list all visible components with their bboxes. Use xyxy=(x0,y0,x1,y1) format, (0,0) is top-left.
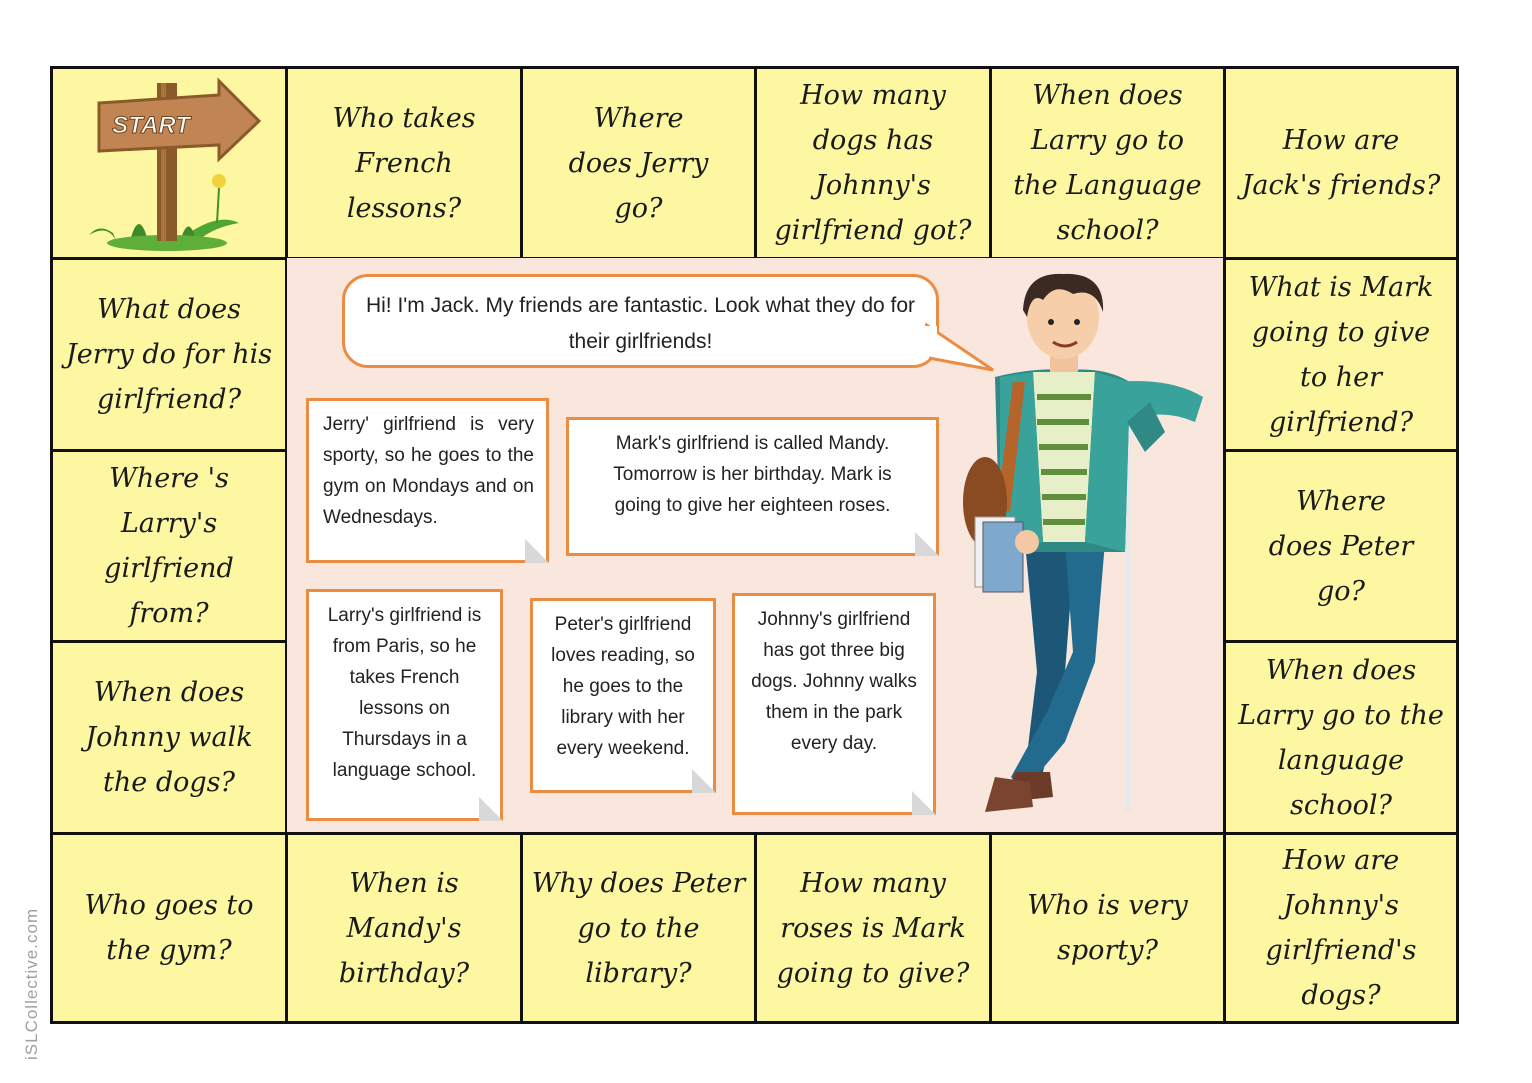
speech-bubble xyxy=(342,274,939,368)
jack-character-illustration xyxy=(955,272,1215,827)
page-fold-icon xyxy=(525,539,549,563)
board-cell[interactable] xyxy=(754,832,992,1024)
cell-question: Where 's Larry's girlfriend from? xyxy=(104,463,234,629)
cell-question: How are Jack's friends? xyxy=(1241,125,1441,201)
cell-question: What is Mark going to give to her girlfriend? xyxy=(1248,271,1434,438)
board-cell[interactable] xyxy=(50,257,288,452)
cell-question: Where does Jerry go? xyxy=(568,102,709,224)
board-cell[interactable] xyxy=(1223,257,1459,452)
cell-question: How many dogs has Johnny's girlfriend got? xyxy=(774,80,972,246)
cell-question: Who takes French lessons? xyxy=(332,102,476,224)
board-cell[interactable] xyxy=(1223,66,1459,260)
board-cell[interactable] xyxy=(520,832,757,1024)
start-label: START xyxy=(112,112,190,139)
start-signpost-icon xyxy=(69,73,269,253)
cell-question: Who goes to the gym? xyxy=(84,890,254,966)
cell-question: What does Jerry do for his girlfriend? xyxy=(65,294,273,415)
note-peter xyxy=(530,598,716,793)
note-larry xyxy=(306,589,503,821)
board-cell[interactable] xyxy=(50,832,288,1024)
watermark: iSLCollective.com xyxy=(22,907,41,1060)
board-cell[interactable] xyxy=(989,66,1226,260)
board-cell[interactable] xyxy=(754,66,992,260)
note-text: Jerry' girlfriend is very sporty, so he goes to the gym on Mondays and on Wednesdays. xyxy=(323,414,534,528)
board-cell[interactable] xyxy=(50,640,288,835)
cell-question: Where does Peter go? xyxy=(1268,485,1414,607)
speech-text: Hi! I'm Jack. My friends are fantastic. Look what they do for their girlfriends! xyxy=(365,294,916,353)
note-jerry xyxy=(306,398,549,563)
page-fold-icon xyxy=(692,769,716,793)
cell-question: Who is very sporty? xyxy=(1027,890,1188,966)
cell-question: When is Mandy's birthday? xyxy=(338,867,470,989)
page-fold-icon xyxy=(479,797,503,821)
board-cell[interactable] xyxy=(1223,640,1459,835)
note-text: Larry's girlfriend is from Paris, so he takes French lessons on Thursdays in a language school. xyxy=(327,605,482,781)
note-text: Peter's girlfriend loves reading, so he goes to the library with her every weekend. xyxy=(551,614,695,759)
note-johnny xyxy=(732,593,936,815)
cell-question: When does Johnny walk the dogs? xyxy=(85,677,253,798)
board-cell[interactable] xyxy=(520,66,757,260)
page-fold-icon xyxy=(912,791,936,815)
cell-question: Why does Peter go to the library? xyxy=(531,867,746,989)
cell-question: When does Larry go to the language school? xyxy=(1238,654,1444,821)
board-cell[interactable] xyxy=(285,66,523,260)
board-cell[interactable] xyxy=(1223,449,1459,643)
cell-question: How are Johnny's girlfriend's dogs? xyxy=(1265,845,1417,1011)
start-cell[interactable] xyxy=(50,66,288,260)
note-text: Johnny's girlfriend has got three big dogs. Johnny walks them in the park every day. xyxy=(751,609,917,754)
board-cell[interactable] xyxy=(285,832,523,1024)
board-cell[interactable] xyxy=(50,449,288,643)
cell-question: When does Larry go to the Language school? xyxy=(1013,80,1202,246)
note-mark xyxy=(566,417,939,556)
page-fold-icon xyxy=(915,532,939,556)
board-cell[interactable] xyxy=(1223,832,1459,1024)
cell-question: How many roses is Mark going to give? xyxy=(776,867,970,989)
note-text: Mark's girlfriend is called Mandy. Tomorrow is her birthday. Mark is going to give her eighteen roses. xyxy=(613,433,892,516)
board-cell[interactable] xyxy=(989,832,1226,1024)
